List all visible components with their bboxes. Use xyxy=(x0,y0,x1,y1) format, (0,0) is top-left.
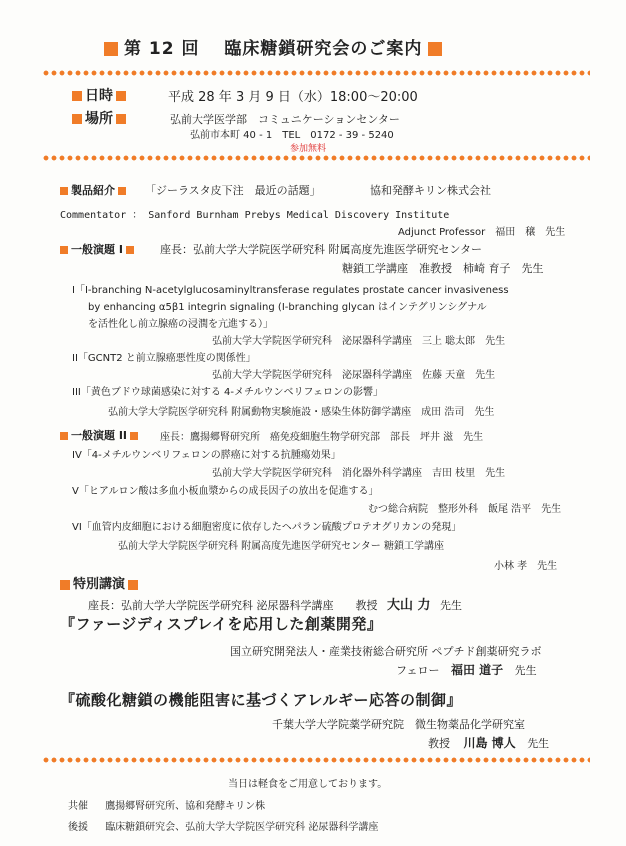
lecture1-speaker xyxy=(396,661,537,678)
commentator-name: Adjunct Professor 福田 穣 先生 xyxy=(398,227,566,238)
square-bullet-icon xyxy=(128,580,138,590)
session1-chair1: 座長：弘前大学大学院医学研究科 附属高度先進医学研究センター xyxy=(160,243,483,256)
session2-chair: 座長：鷹揚郷腎研究所 癌免疫細胞生物学研究部 部長 坪井 滋 先生 xyxy=(160,432,484,443)
lecture1-title: 『ファージディスプレイを応用した創薬開発』 xyxy=(60,615,383,633)
talk6-speaker2: 小林 孝 先生 xyxy=(494,561,558,572)
session1-chair2: 糖鎖工学講座 准教授 柿崎 育子 先生 xyxy=(342,262,544,275)
date-label-text: 日時 xyxy=(85,88,113,104)
place-label-text: 場所 xyxy=(85,111,113,127)
square-bullet-icon xyxy=(60,580,70,590)
talk1-speaker: 弘前大学大学院医学研究科 泌尿器科学講座 三上 聡太郎 先生 xyxy=(212,336,506,347)
product-label xyxy=(60,182,129,198)
lecture2-affiliation: 千葉大学大学院薬学研究院 微生物薬品化学研究室 xyxy=(272,718,525,731)
product-label-text: 製品紹介 xyxy=(71,184,115,197)
special-label-text: 特別講演 xyxy=(73,577,126,592)
meal-note: 当日は軽食をご用意しております。 xyxy=(228,779,388,790)
date-value: 平成 28 年 3 月 9 日（水）18:00〜20:00 xyxy=(168,90,418,105)
lecture1-name: 福田 道子 xyxy=(450,663,504,677)
lecture2-role: 教授 xyxy=(428,737,450,750)
lecture2-speaker xyxy=(428,734,549,751)
lecture1-affiliation: 国立研究開発法人・産業技術総合研究所 ペプチド創薬研究ラボ xyxy=(230,645,542,658)
square-bullet-icon xyxy=(60,187,68,195)
lecture1-suffix: 先生 xyxy=(514,664,537,677)
cohost-label: 共催 xyxy=(68,801,88,812)
talk2-speaker: 弘前大学大学院医学研究科 泌尿器科学講座 佐藤 天童 先生 xyxy=(212,370,496,381)
product-company: 協和発酵キリン株式会社 xyxy=(370,184,491,197)
lecture2-title: 『硫酸化糖鎖の機能阻害に基づくアレルギー応答の制御』 xyxy=(60,691,463,709)
talk6-speaker: 弘前大学大学院医学研究科 附属高度先進医学研究センター 糖鎖工学講座 xyxy=(118,541,444,552)
square-bullet-icon xyxy=(130,432,138,440)
square-bullet-icon xyxy=(116,91,126,101)
session2-label-text: 一般演題 II xyxy=(71,429,128,442)
talk1-title-line2: by enhancing α5β1 integrin signaling (I-branching glycan はインテグリンシグナル xyxy=(88,302,487,313)
page-title-text: 第 12 回 臨床糖鎖研究会のご案内 xyxy=(124,39,423,59)
talk3-title: III「黄色ブドウ球菌感染に対する 4-メチルウンベリフェロンの影響」 xyxy=(72,387,383,398)
square-bullet-icon xyxy=(104,42,118,56)
fee-note: 参加無料 xyxy=(290,144,327,154)
special-chair xyxy=(88,594,462,613)
talk3-speaker: 弘前大学大学院医学研究科 附属動物実験施設・感染生体防御学講座 成田 浩司 先生 xyxy=(108,407,495,418)
dotted-divider xyxy=(42,70,590,76)
place-label xyxy=(72,108,129,128)
special-chair-suffix: 先生 xyxy=(440,599,463,612)
talk4-speaker: 弘前大学大学院医学研究科 消化器外科学講座 吉田 枝里 先生 xyxy=(212,468,506,479)
cohost-line xyxy=(68,797,265,812)
square-bullet-icon xyxy=(118,187,126,195)
talk2-title: II「GCNT2 と前立腺癌悪性度の関係性」 xyxy=(72,353,256,364)
special-chair-name: 大山 力 xyxy=(387,598,431,613)
lecture2-suffix: 先生 xyxy=(527,737,550,750)
page-title xyxy=(104,34,442,59)
date-label xyxy=(72,85,129,105)
square-bullet-icon xyxy=(428,42,442,56)
support-value: 臨床糖鎖研究会、弘前大学大学院医学研究科 泌尿器科学講座 xyxy=(105,822,379,833)
talk1-title-line3: を活性化し前立腺癌の浸潤を亢進する）」 xyxy=(88,319,273,330)
session1-label-text: 一般演題 I xyxy=(71,243,123,256)
talk4-title: IV「4-メチルウンベリフェロンの膵癌に対する抗腫瘍効果」 xyxy=(72,450,341,461)
special-label xyxy=(60,573,141,592)
square-bullet-icon xyxy=(60,246,68,254)
talk5-speaker: むつ総合病院 整形外科 飯尾 浩平 先生 xyxy=(368,504,562,515)
square-bullet-icon xyxy=(72,114,82,124)
session1-label xyxy=(60,241,137,257)
square-bullet-icon xyxy=(116,114,126,124)
lecture1-role: フェロー xyxy=(396,664,440,677)
support-line xyxy=(68,818,378,833)
dotted-divider xyxy=(42,155,590,161)
place-line1: 弘前大学医学部 コミュニケーションセンター xyxy=(170,113,400,126)
talk6-title: VI「血管内皮細胞における細胞密度に依存したヘパラン硫酸プロテオグリカンの発現」 xyxy=(72,522,462,533)
lecture2-name: 川島 博人 xyxy=(463,736,516,750)
special-chair-text: 座長：弘前大学大学院医学研究科 泌尿器科学講座 教授 xyxy=(88,599,378,612)
dotted-divider xyxy=(42,757,590,763)
square-bullet-icon xyxy=(60,432,68,440)
talk5-title: V「ヒアルロン酸は多血小板血漿からの成長因子の放出を促進する」 xyxy=(72,486,379,497)
session2-label xyxy=(60,427,141,443)
commentator-line: Commentator ： Sanford Burnham Prebys Medical Discovery Institute xyxy=(60,210,450,221)
support-label: 後援 xyxy=(68,822,88,833)
product-talk: 「ジーラスタ皮下注 最近の話題」 xyxy=(145,184,321,197)
talk1-title-line1: I「I-branching N-acetylglucosaminyltransferase regulates prostate cancer invasiveness xyxy=(72,285,509,296)
place-line2: 弘前市本町 40 - 1 TEL 0172 - 39 - 5240 xyxy=(190,130,394,141)
square-bullet-icon xyxy=(126,246,134,254)
cohost-value: 鷹揚郷腎研究所、協和発酵キリン株 xyxy=(105,801,266,812)
square-bullet-icon xyxy=(72,91,82,101)
